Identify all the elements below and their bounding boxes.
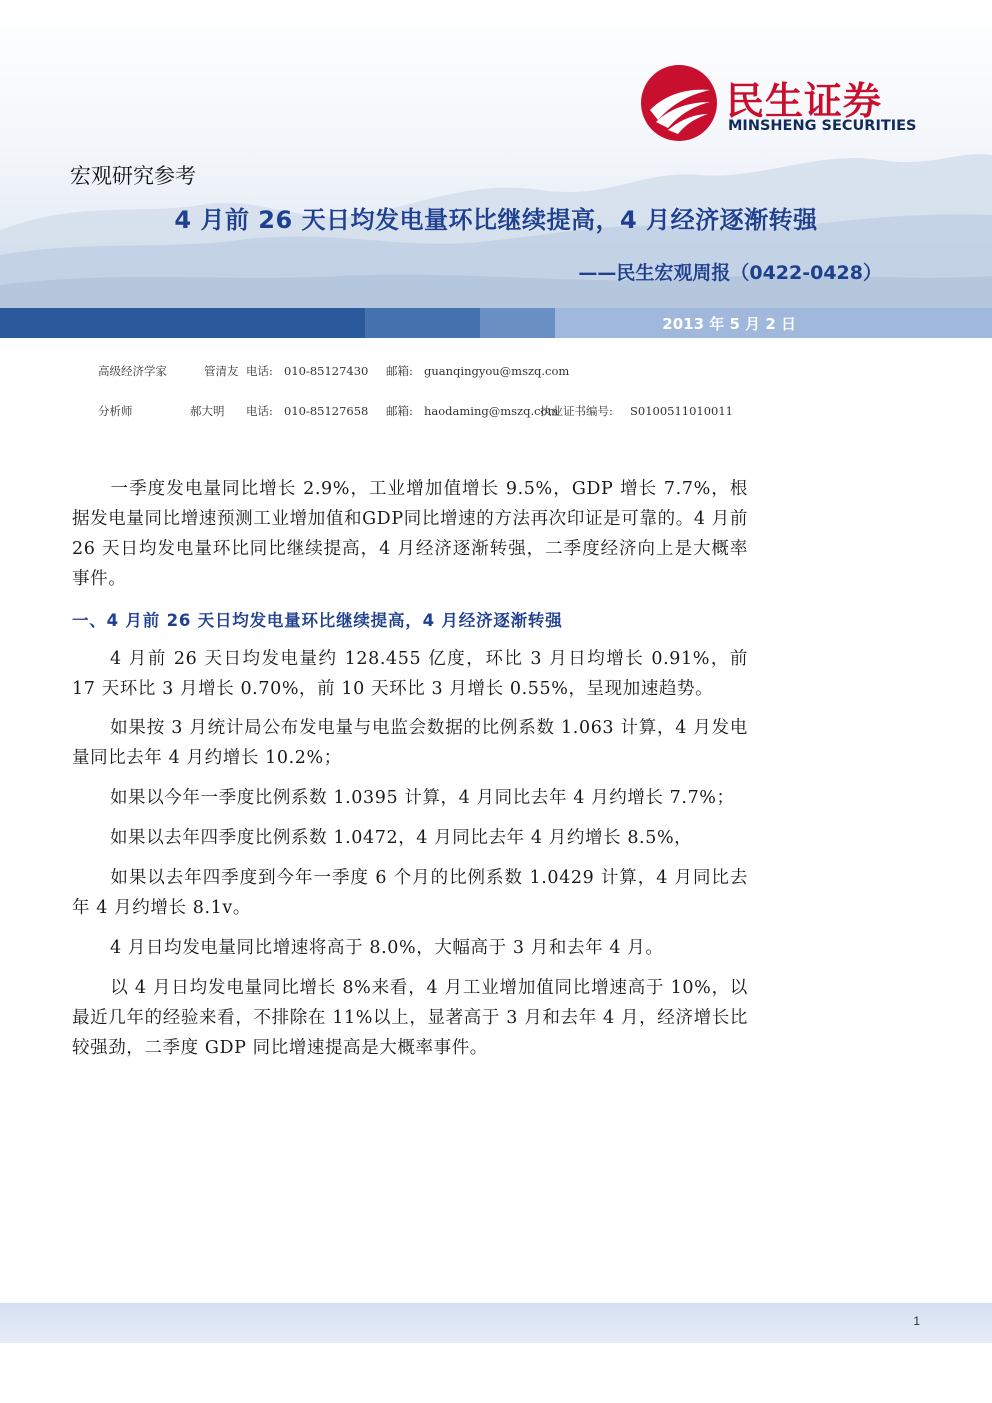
email-label: 邮箱: [386, 364, 413, 378]
author-role: 分析师 [98, 404, 133, 418]
page-number: 1 [913, 1314, 920, 1328]
body-paragraph: 如果以去年四季度到今年一季度 6 个月的比例系数 1.0429 计算，4 月同比去年 4 月约增长 8.1v。 [72, 868, 748, 918]
cert-label: 执业证书编号: [540, 404, 613, 418]
author-name: 郝大明 [190, 404, 225, 418]
date-band [0, 308, 992, 338]
author-phone: 010-85127430 [284, 364, 369, 378]
author-email[interactable]: haodaming@mszq.com [424, 404, 559, 418]
report-date: 2013 年 5 月 2 日 [662, 315, 796, 333]
author-cert-number: S0100511010011 [630, 404, 733, 418]
logo-english-name: MINSHENG SECURITIES [728, 118, 917, 134]
email-label: 邮箱: [386, 404, 413, 418]
author-row [98, 403, 733, 419]
report-category: 宏观研究参考 [70, 164, 196, 188]
author-role: 高级经济学家 [98, 364, 167, 378]
author-phone: 010-85127658 [284, 404, 369, 418]
body-paragraph: 如果按 3 月统计局公布发电量与电监会数据的比例系数 1.063 计算，4 月发电量同比去年 4 月约增长 10.2%； [72, 718, 748, 768]
body-paragraph: 4 月日均发电量同比增速将高于 8.0%，大幅高于 3 月和去年 4 月。 [110, 938, 664, 958]
intro-paragraph: 一季度发电量同比增长 2.9%，工业增加值增长 9.5%，GDP 增长 7.7%，根据发电量同比增速预测工业增加值和GDP同比增速的方法再次印证是可靠的。4 月前 26 天日均发电量环比同比继续提高，4 月经济逐渐转强，二季度经济向上是大概率事件。 [72, 479, 748, 589]
footer-band [0, 1303, 992, 1343]
minsheng-logo-icon [640, 64, 718, 142]
brand-logo [640, 60, 930, 150]
body-paragraph: 以 4 月日均发电量同比增长 8%来看，4 月工业增加值同比增速高于 10%，以最近几年的经验来看，不排除在 11%以上，显著高于 3 月和去年 4 月，经济增长比较强劲，二季度 GDP 同比增速提高是大概率事件。 [72, 978, 748, 1058]
phone-label: 电话: [246, 364, 273, 378]
body-paragraph: 如果以去年四季度比例系数 1.0472，4 月同比去年 4 月约增长 8.5%， [110, 828, 693, 848]
report-title: 4 月前 26 天日均发电量环比继续提高，4 月经济逐渐转强 [174, 206, 818, 234]
logo-chinese-name: 民生证券 [726, 79, 883, 123]
body-paragraph: 如果以今年一季度比例系数 1.0395 计算，4 月同比去年 4 月约增长 7.7%； [110, 788, 735, 808]
phone-label: 电话: [246, 404, 273, 418]
report-subtitle: ——民生宏观周报（0422-0428） [578, 262, 882, 284]
body-paragraph: 4 月前 26 天日均发电量约 128.455 亿度，环比 3 月日均增长 0.91%，前 17 天环比 3 月增长 0.70%，前 10 天环比 3 月增长 0.55%，呈现加速趋势。 [72, 649, 748, 699]
section-heading: 一、4 月前 26 天日均发电量环比继续提高，4 月经济逐渐转强 [72, 611, 563, 630]
author-name: 管清友 [204, 364, 239, 378]
author-row [98, 363, 569, 379]
author-email[interactable]: guanqingyou@mszq.com [424, 364, 570, 378]
